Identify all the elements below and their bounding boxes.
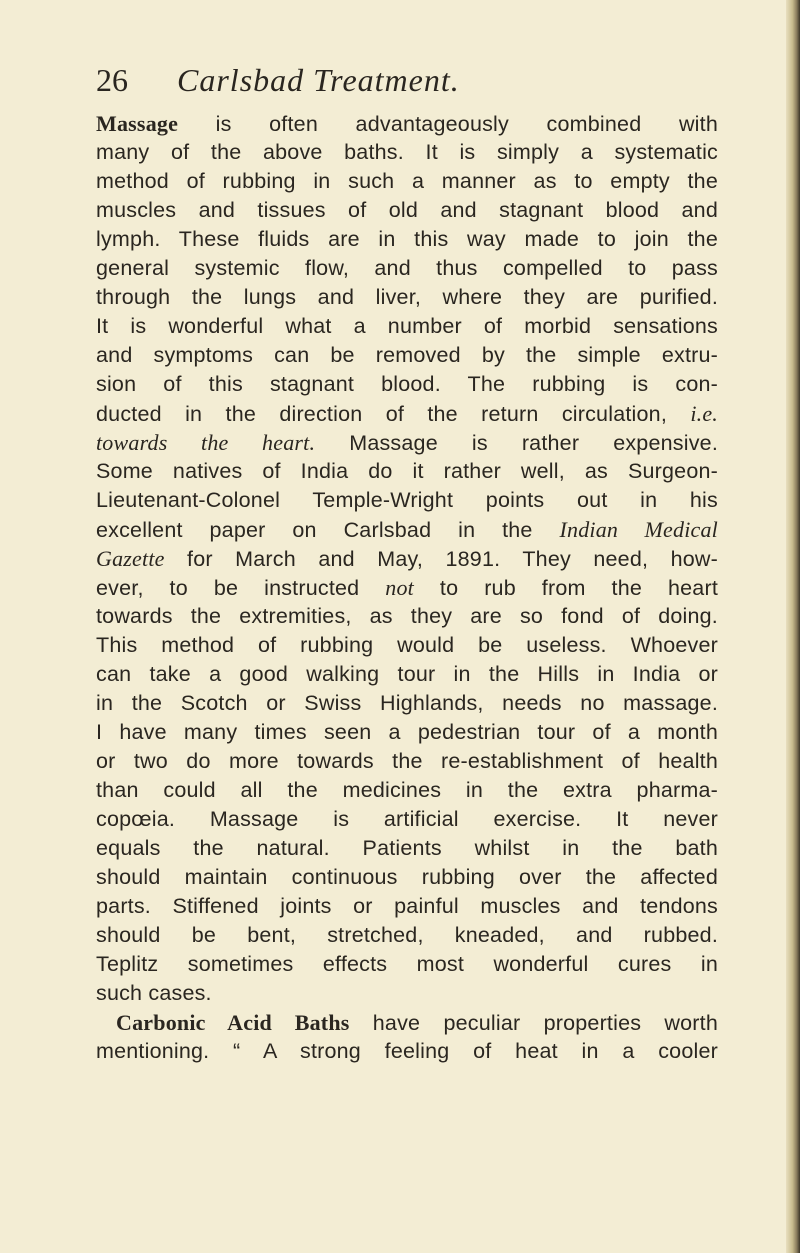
text-line: should maintain continuous rubbing over the affected xyxy=(96,865,718,889)
text-line: many of the above baths. It is simply a systematic xyxy=(96,140,718,164)
text-line: than could all the medicines in the extra pharma- xyxy=(96,778,718,802)
text-line: muscles and tissues of old and stagnant blood and xyxy=(96,198,718,222)
text-line: sion of this stagnant blood. The rubbing is con- xyxy=(96,372,718,396)
text-line: towards the heart. Massage is rather expensive. xyxy=(96,430,718,455)
text-line: such cases. xyxy=(96,981,212,1005)
text-line: should be bent, stretched, kneaded, and rubbed. xyxy=(96,923,718,947)
text-line: general systemic flow, and thus compelled to pass xyxy=(96,256,718,280)
running-head xyxy=(96,60,716,100)
text-line: or two do more towards the re-establishment of health xyxy=(96,749,718,773)
text-line: This method of rubbing would be useless. Whoever xyxy=(96,633,718,657)
text-line: and symptoms can be removed by the simple extru- xyxy=(96,343,718,367)
text-line: in the Scotch or Swiss Highlands, needs no massage. xyxy=(96,691,718,715)
text-line: Massage is often advantageously combined with xyxy=(96,111,718,136)
text-line: Lieutenant-Colonel Temple-Wright points out in his xyxy=(96,488,718,512)
text-line: copœia. Massage is artificial exercise. It never xyxy=(96,807,718,831)
text-line: parts. Stiffened joints or painful muscles and tendons xyxy=(96,894,718,918)
text-line: excellent paper on Carlsbad in the Indian Medical xyxy=(96,517,718,542)
running-title: Carlsbad Treatment. xyxy=(177,62,460,98)
page-number: 26 xyxy=(96,62,128,98)
body-text xyxy=(96,109,718,1066)
text-line: Teplitz sometimes effects most wonderful cures in xyxy=(96,952,718,976)
text-line: lymph. These fluids are in this way made to join the xyxy=(96,227,718,251)
text-line: equals the natural. Patients whilst in the bath xyxy=(96,836,718,860)
text-line: Carbonic Acid Baths have peculiar properties worth xyxy=(116,1010,718,1035)
term-massage: Massage xyxy=(96,111,179,136)
text-line: method of rubbing in such a manner as to empty the xyxy=(96,169,718,193)
text-line: It is wonderful what a number of morbid sensations xyxy=(96,314,718,338)
text-line: through the lungs and liver, where they are purified. xyxy=(96,285,718,309)
text-line: ever, to be instructed not to rub from the heart xyxy=(96,575,718,600)
term-carbonic-acid-baths: Carbonic Acid Baths xyxy=(116,1010,350,1035)
page-edge-shadow xyxy=(786,0,800,1253)
text-line: Gazette for March and May, 1891. They need, how- xyxy=(96,546,718,571)
text-line: can take a good walking tour in the Hills in India or xyxy=(96,662,718,686)
text-line: I have many times seen a pedestrian tour of a month xyxy=(96,720,718,744)
text-line: mentioning. “ A strong feeling of heat in a cooler xyxy=(96,1039,718,1063)
text-line: Some natives of India do it rather well, as Surgeon- xyxy=(96,459,718,483)
text-line: towards the extremities, as they are so fond of doing. xyxy=(96,604,718,628)
text-line: ducted in the direction of the return circulation, i.e. xyxy=(96,401,718,426)
